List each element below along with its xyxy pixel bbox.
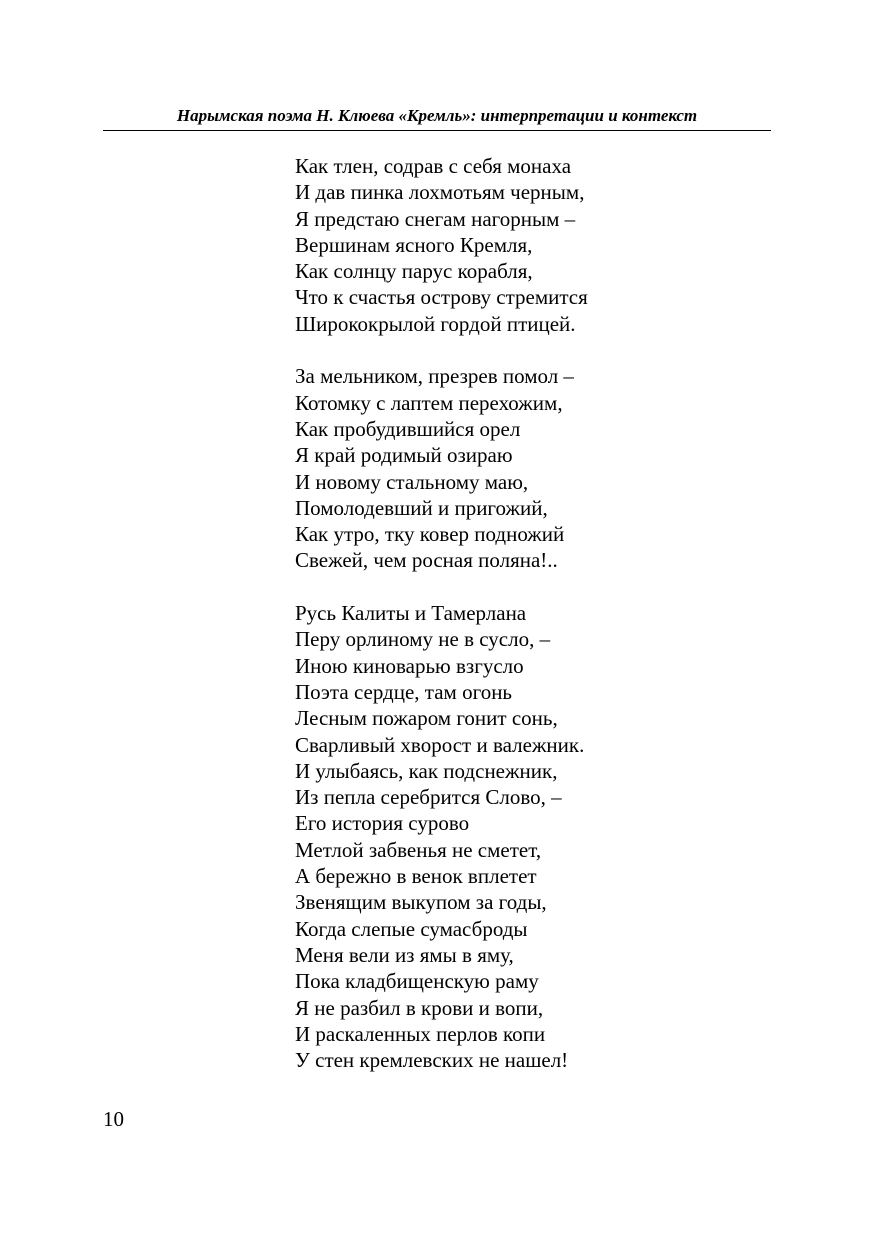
verse-line: Иною киноварью взгусло xyxy=(295,653,524,678)
verse-line: Что к счастья острову стремится xyxy=(295,285,588,310)
stanza xyxy=(295,153,765,337)
verse-line: Меня вели из ямы в яму, xyxy=(295,942,514,967)
verse-line: У стен кремлевских не нашел! xyxy=(295,1048,569,1073)
running-title: Нарымская поэма Н. Клюева «Кремль»: интерпретации и контекст xyxy=(176,106,698,125)
verse-line: Русь Калиты и Тамерлана xyxy=(295,601,527,626)
verse-line: Поэта сердце, там огонь xyxy=(295,679,513,704)
verse-line: И раскаленных перлов копи xyxy=(295,1021,546,1046)
verse-line: Я предстаю снегам нагорным – xyxy=(295,206,576,231)
verse-line: Пока кладбищенскую раму xyxy=(295,969,539,994)
verse-line: Вершинам ясного Кремля, xyxy=(295,232,533,257)
verse-line: Я не разбил в крови и вопи, xyxy=(295,995,544,1020)
verse-line: Как тлен, содрав с себя монаха xyxy=(295,154,572,178)
verse-line: И улыбаясь, как подснежник, xyxy=(295,758,558,783)
verse-line: Как утро, тку ковер подножий xyxy=(295,522,565,547)
verse-line: Из пепла серебрится Слово, – xyxy=(295,785,562,810)
running-header xyxy=(103,104,771,131)
verse-line: Звенящим выкупом за годы, xyxy=(295,890,547,915)
verse-line: За мельником, презрев помол – xyxy=(295,364,574,389)
verse-line: Как солнцу парус корабля, xyxy=(295,259,533,284)
verse-line: И новому стальному маю, xyxy=(295,469,529,494)
verse-line: Его история сурово xyxy=(295,811,470,836)
page-number: 10 xyxy=(103,1107,124,1131)
verse-line: Метлой забвенья не сметет, xyxy=(295,837,542,862)
verse-line: А бережно в венок вплетет xyxy=(295,864,537,889)
verse-line: Свежей, чем росная поляна!.. xyxy=(295,548,558,573)
stanza xyxy=(295,363,765,573)
verse-line: Лесным пожаром гонит сонь, xyxy=(295,706,558,731)
verse-line: Сварливый хворост и валежник. xyxy=(295,732,585,757)
verse-line: Когда слепые сумасброды xyxy=(295,916,528,941)
stanza xyxy=(295,600,765,1073)
verse-line: Перу орлиному не в сусло, – xyxy=(295,627,551,652)
verse-line: Помолодевший и пригожий, xyxy=(295,495,548,520)
verse-line: Котомку с лаптем перехожим, xyxy=(295,390,563,415)
poem-body xyxy=(295,153,765,1073)
verse-line: И дав пинка лохмотьям черным, xyxy=(295,180,585,205)
verse-line: Ширококрылой гордой птицей. xyxy=(295,311,576,336)
verse-line: Я край родимый озираю xyxy=(295,443,513,468)
verse-line: Как пробудившийся орел xyxy=(295,416,521,441)
